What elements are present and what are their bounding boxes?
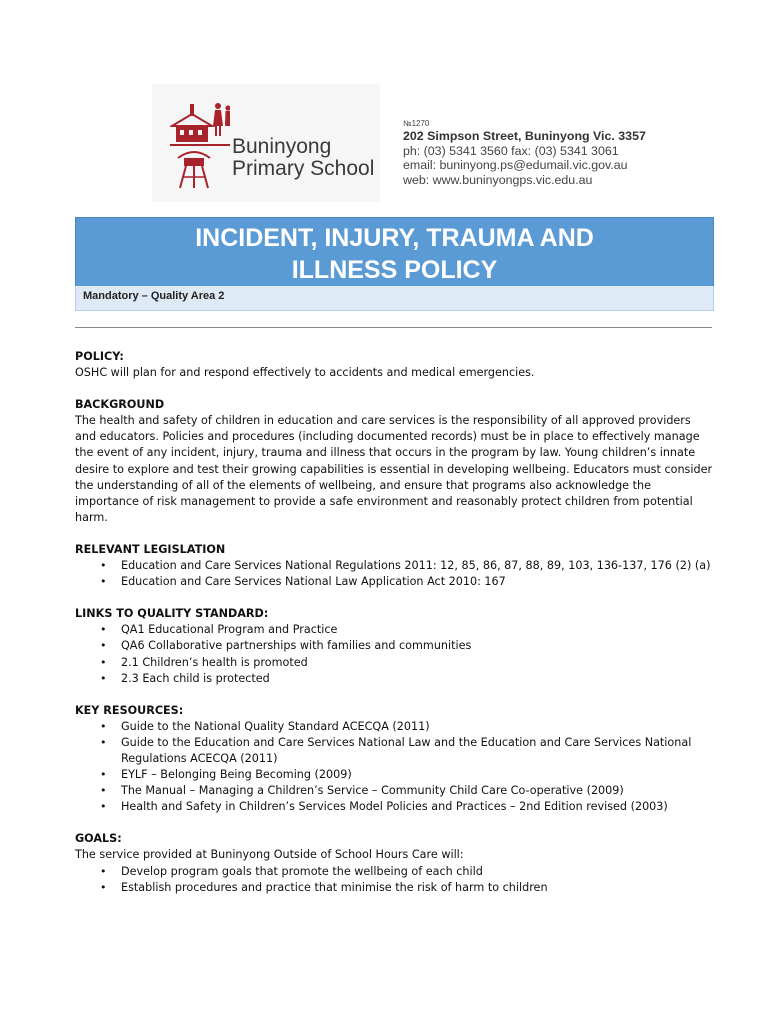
legislation-list [75, 558, 715, 590]
school-logo [152, 84, 380, 202]
list-item: • QA1 Educational Program and Practice [75, 622, 715, 638]
school-emblem-icon [170, 96, 230, 196]
school-number: №1270 [403, 119, 430, 128]
background-section [75, 397, 715, 526]
policy-content [75, 349, 715, 912]
list-item: • 2.1 Children’s health is promoted [75, 655, 715, 671]
web-line: web: www.buninyongps.vic.edu.au [403, 172, 593, 187]
divider [75, 327, 712, 328]
list-item: • QA6 Collaborative partnerships with families and communities [75, 638, 715, 654]
email-line: email: buninyong.ps@edumail.vic.gov.au [403, 158, 628, 173]
quality-section [75, 606, 715, 686]
goals-heading: GOALS: [75, 832, 122, 846]
subtitle-banner [75, 286, 714, 311]
address-line: 202 Simpson Street, Buninyong Vic. 3357 [403, 129, 646, 143]
goals-list [75, 864, 715, 896]
list-item: • Education and Care Services National Regulations 2011: 12, 85, 86, 87, 88, 89, 103, 136-137, 176 (2) (a) [75, 558, 715, 574]
school-name-line2: Primary School [232, 157, 375, 180]
list-item: • Guide to the National Quality Standard ACECQA (2011) [75, 719, 715, 735]
page-title [76, 218, 713, 286]
goals-section [75, 831, 715, 895]
list-item: • EYLF – Belonging Being Becoming (2009) [75, 767, 715, 783]
legislation-section [75, 542, 715, 590]
title-line2: ILLNESS POLICY [291, 256, 498, 284]
title-line1: INCIDENT, INJURY, TRAUMA AND [195, 224, 594, 252]
legislation-heading: RELEVANT LEGISLATION [75, 542, 226, 556]
list-item: • Develop program goals that promote the wellbeing of each child [75, 864, 715, 880]
policy-text: OSHC will plan for and respond effectively to accidents and medical emergencies. [75, 366, 535, 380]
quality-list [75, 622, 715, 686]
list-item: • The Manual – Managing a Children’s Service – Community Child Care Co-operative (2009) [75, 783, 715, 799]
goals-intro: The service provided at Buninyong Outside of School Hours Care will: [75, 848, 464, 862]
list-item: • Health and Safety in Children’s Services Model Policies and Practices – 2nd Edition revised (2003) [75, 799, 715, 815]
background-text: The health and safety of children in education and care services is the responsibility of all approved providers and educators. Policies and procedures (including documented records) must be in place to effectively manage the event of any incident, injury, trauma and illness that occurs in the program by law. Young children’s innate desire to explore and test their growing capabilities is essential in developing wellbeing. Educators must consider the understanding of all of the elements of wellbeing, and ensure that programs also acknowledge the importance of risk management to provide a safe environment and reasonably protect children from potential harm. [75, 414, 713, 524]
resources-list [75, 719, 715, 816]
school-name-line1: Buninyong [232, 135, 332, 158]
quality-heading: LINKS TO QUALITY STANDARD: [75, 607, 269, 621]
list-item: • 2.3 Each child is protected [75, 671, 715, 687]
subtitle: Mandatory – Quality Area 2 [83, 290, 225, 302]
phone-line: ph: (03) 5341 3560 fax: (03) 5341 3061 [403, 143, 619, 158]
background-heading: BACKGROUND [75, 398, 165, 412]
resources-heading: KEY RESOURCES: [75, 703, 184, 717]
contact-block [403, 118, 703, 187]
policy-heading: POLICY: [75, 350, 124, 363]
list-item: • Guide to the Education and Care Services National Law and the Education and Care Services National Regulations ACECQA (2011) [75, 735, 715, 767]
title-banner [75, 217, 714, 288]
list-item: • Establish procedures and practice that minimise the risk of harm to children [75, 880, 715, 896]
policy-section [75, 349, 715, 381]
resources-section [75, 703, 715, 816]
list-item: • Education and Care Services National Law Application Act 2010: 167 [75, 574, 715, 590]
school-name [232, 136, 374, 180]
